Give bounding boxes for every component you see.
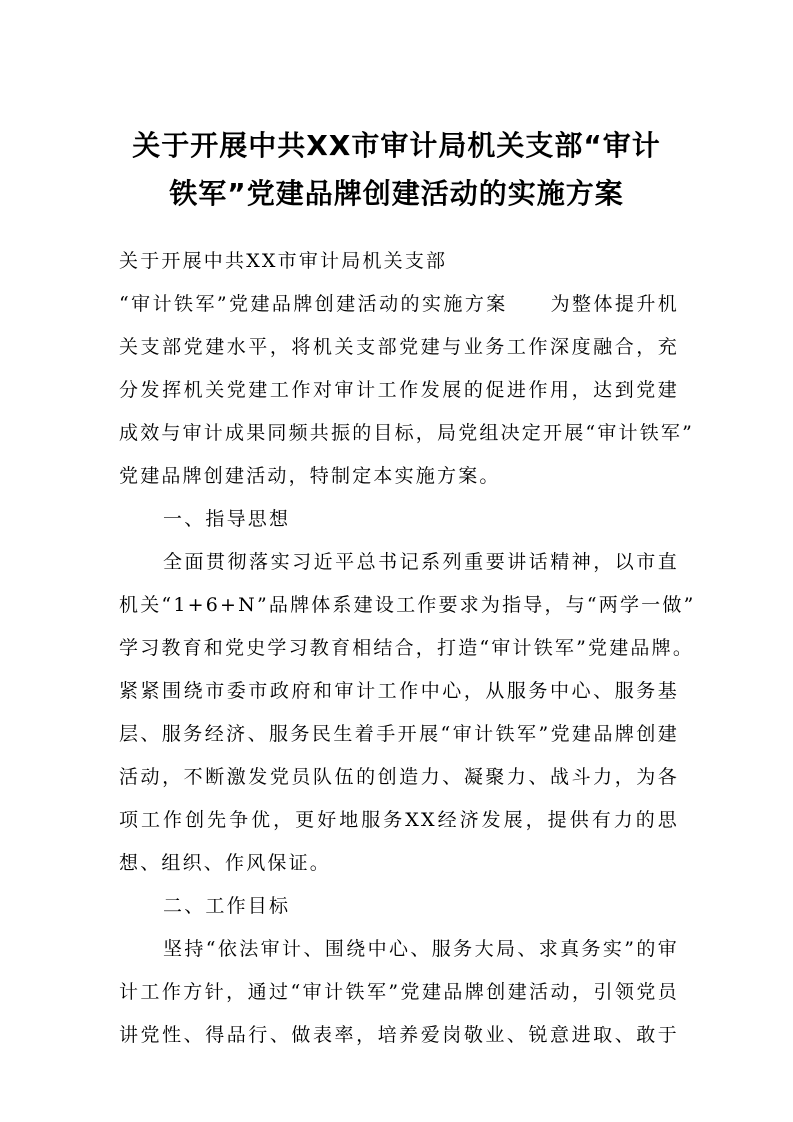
body-line: 分发挥机关党建工作对审计工作发展的促进作用，达到党建 [119, 379, 679, 401]
title-line-2: 铁军”党建品牌创建活动的实施方案 [169, 177, 624, 210]
body-line: 机关“1+6+N”品牌体系建设工作要求为指导，与“两学一做” [119, 594, 696, 616]
body-line: 坚持“依法审计、围绕中心、服务大局、求真务实”的审 [163, 938, 679, 960]
body-line: 项工作创先争优，更好地服务XX经济发展，提供有力的思 [119, 809, 679, 831]
body-line: 紧紧围绕市委市政府和审计工作中心，从服务中心、服务基 [119, 680, 679, 702]
body-line: 讲党性、得品行、做表率，培养爱岗敬业、锐意进取、敢于 [119, 1024, 679, 1046]
body-line: 关于开展中共XX市审计局机关支部 [119, 250, 448, 272]
body-line: 层、服务经济、服务民生着手开展“审计铁军”党建品牌创建 [119, 723, 679, 745]
body-line: 党建品牌创建活动，特制定本实施方案。 [119, 465, 501, 487]
body-line: 关支部党建水平，将机关支部党建与业务工作深度融合，充 [119, 336, 679, 358]
title-line-1: 关于开展中共XX市审计局机关支部“审计 [132, 129, 661, 162]
body-line: 计工作方针，通过“审计铁军”党建品牌创建活动，引领党员 [119, 981, 679, 1003]
body-line: “审计铁军”党建品牌创建活动的实施方案 为整体提升机 [119, 293, 679, 315]
body-line: 学习教育和党史学习教育相结合，打造“审计铁军”党建品牌。 [119, 637, 695, 659]
document-title [110, 122, 683, 218]
body-line: 成效与审计成果同频共振的目标，局党组决定开展“审计铁军” [119, 422, 695, 444]
body-line: 全面贯彻落实习近平总书记系列重要讲话精神，以市直 [163, 551, 679, 573]
body-line: 想、组织、作风保证。 [119, 852, 332, 874]
body-line: 活动，不断激发党员队伍的创造力、凝聚力、战斗力，为各 [119, 766, 679, 788]
section-heading: 一、指导思想 [163, 508, 291, 530]
section-heading: 二、工作目标 [163, 895, 291, 917]
